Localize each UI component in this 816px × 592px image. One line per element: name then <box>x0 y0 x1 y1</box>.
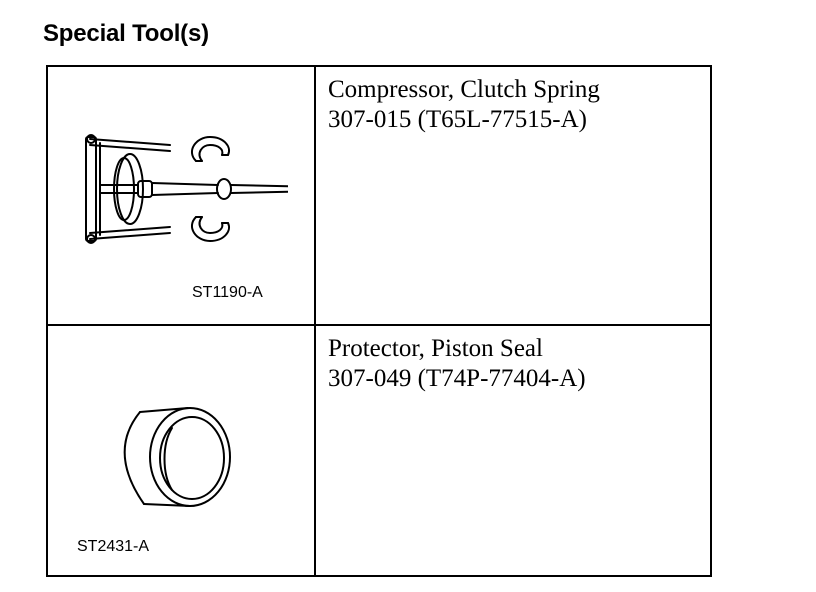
illustration-code: ST1190-A <box>192 284 263 301</box>
table-row <box>48 326 710 575</box>
tool-illustration-cell <box>48 326 316 575</box>
tool-illustration-cell <box>48 67 316 324</box>
special-tools-table <box>46 65 712 577</box>
page-title: Special Tool(s) <box>43 20 209 47</box>
tool-description-cell <box>316 326 710 575</box>
piston-seal-protector-icon <box>114 404 244 514</box>
illustration-code: ST2431-A <box>77 538 150 555</box>
table-row <box>48 67 710 326</box>
tool-name: Protector, Piston Seal <box>328 335 543 362</box>
tool-description-cell <box>316 67 710 324</box>
tool-part-number: 307-049 (T74P-77404-A) <box>328 365 586 392</box>
tool-part-number: 307-015 (T65L-77515-A) <box>328 106 587 133</box>
tool-name: Compressor, Clutch Spring <box>328 76 600 103</box>
clutch-spring-compressor-icon <box>78 129 288 249</box>
